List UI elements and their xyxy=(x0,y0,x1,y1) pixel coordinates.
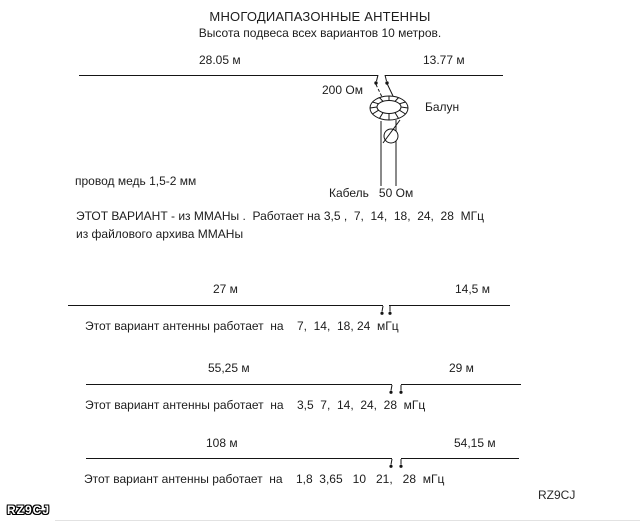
antenna4-right-length-label: 54,15 м xyxy=(454,436,496,450)
antenna1-description-line1: ЭТОТ ВАРИАНТ - из ММАНы . Работает на 3,5 , 7, 14, 18, 24, 28 МГц xyxy=(76,209,484,223)
antenna2-right-wire xyxy=(389,305,510,306)
antenna3-feedpoint-icon xyxy=(388,385,406,396)
antenna3-right-length-label: 29 м xyxy=(449,361,474,375)
antenna2-right-length-label: 14,5 м xyxy=(455,282,490,296)
antenna4-description: Этот вариант антенны работает на 1,8 3,65 10 21, 28 мГц xyxy=(84,472,445,486)
antenna3-description: Этот вариант антенны работает на 3,5 7, 14, 24, 28 мГц xyxy=(85,398,426,412)
antenna2-left-wire xyxy=(68,305,383,306)
antenna3-right-wire xyxy=(401,384,521,385)
antenna1-right-length-label: 13.77 м xyxy=(423,53,465,67)
watermark-logo: RZ9CJ xyxy=(7,503,51,517)
callsign-text: RZ9CJ xyxy=(538,488,576,502)
antenna2-description: Этот вариант антенны работает на 7, 14, 18, 24 мГц xyxy=(85,319,399,333)
antenna4-left-wire xyxy=(86,458,392,459)
page-subtitle: Высота подвеса всех вариантов 10 метров. xyxy=(198,26,442,40)
balun-label: Балун xyxy=(425,100,460,114)
antenna4-feedpoint-icon xyxy=(388,459,406,470)
antenna1-impedance-label: 200 Ом xyxy=(322,83,363,97)
antenna1-description-line2: из файлового архива ММАНы xyxy=(76,227,244,241)
cable-label: Кабель 50 Ом xyxy=(329,186,414,200)
antenna3-left-wire xyxy=(86,384,392,385)
antenna2-left-length-label: 27 м xyxy=(213,282,238,296)
antenna3-left-length-label: 55,25 м xyxy=(208,361,250,375)
wire-material-note: провод медь 1,5-2 мм xyxy=(75,174,197,188)
antenna1-left-length-label: 28.05 м xyxy=(199,53,241,67)
bottom-divider xyxy=(55,520,640,521)
antenna2-feedpoint-icon xyxy=(379,306,395,317)
antenna1-left-wire xyxy=(79,75,378,76)
page-title: МНОГОДИАПАЗОННЫЕ АНТЕННЫ xyxy=(209,9,431,24)
antenna4-right-wire xyxy=(401,458,519,459)
antenna4-left-length-label: 108 м xyxy=(206,436,238,450)
balun-assembly-icon xyxy=(355,75,425,187)
